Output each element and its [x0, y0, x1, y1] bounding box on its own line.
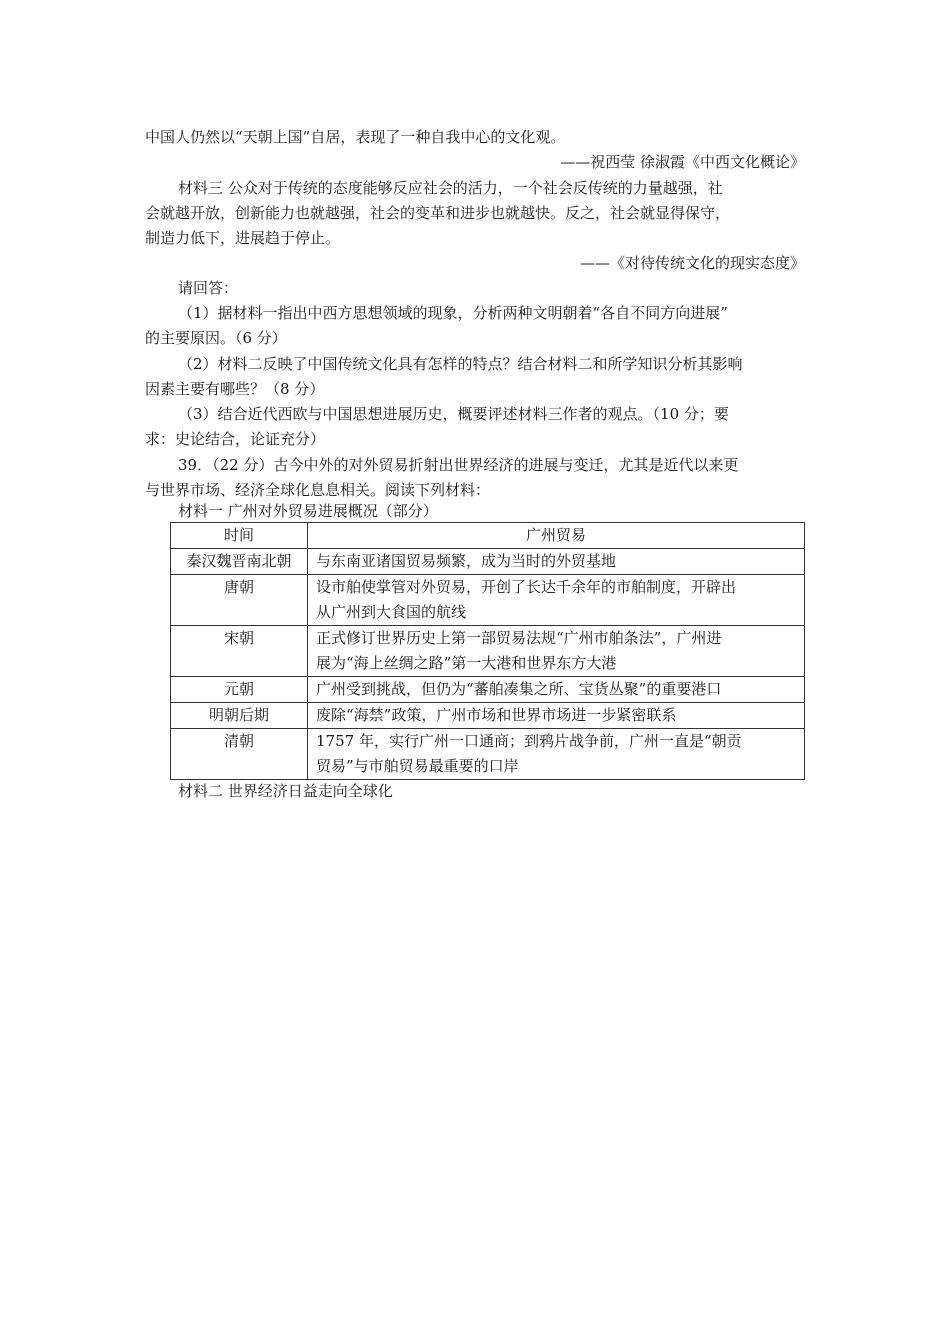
- cell-text: 正式修订世界历史上第一部贸易法规“广州市舶条法”，广州进: [316, 629, 722, 647]
- question-39: 39．（22 分）古今中外的对外贸易折射出世界经济的进展与变迁，尤其是近代以来更: [178, 456, 739, 474]
- table-row: [171, 575, 805, 626]
- header-time: 时间: [171, 523, 308, 549]
- cell-time: 清朝: [171, 729, 308, 780]
- material-two-title: 材料二 世界经济日益走向全球化: [178, 782, 393, 800]
- cell-text: 贸易”与市舶贸易最重要的口岸: [316, 757, 519, 775]
- text-line: 制造力低下，进展趋于停止。: [145, 229, 341, 247]
- question-2: （2）材料二反映了中国传统文化具有怎样的特点？结合材料二和所学知识分析其影响: [178, 355, 743, 373]
- cell-trade: [308, 729, 805, 780]
- prompt-line: 请回答：: [178, 279, 239, 297]
- question-1-cont: 的主要原因。（6 分）: [145, 329, 287, 347]
- cell-text: 1757 年，实行广州一口通商；到鸦片战争前，广州一直是“朝贡: [316, 732, 742, 750]
- cell-text: 与东南亚诸国贸易频繁，成为当时的外贸基地: [316, 552, 617, 570]
- cell-time: 秦汉魏晋南北朝: [171, 549, 308, 575]
- table-row: [171, 549, 805, 575]
- cell-time: 唐朝: [171, 575, 308, 626]
- trade-table: [170, 522, 805, 780]
- cell-text: 废除“海禁”政策，广州市场和世界市场进一步紧密联系: [316, 706, 677, 724]
- cell-trade: [308, 703, 805, 729]
- text-line: 中国人仍然以“天朝上国”自居，表现了一种自我中心的文化观。: [145, 128, 566, 146]
- table-header-row: [171, 523, 805, 549]
- cell-text: 从广州到大食国的航线: [316, 603, 467, 621]
- cell-time: 元朝: [171, 677, 308, 703]
- cell-trade: [308, 549, 805, 575]
- cell-trade: [308, 626, 805, 677]
- table-row: [171, 729, 805, 780]
- material-one-title: 材料一 广州对外贸易进展概况（部分）: [178, 502, 438, 520]
- cell-text: 展为“海上丝绸之路”第一大港和世界东方大港: [316, 654, 617, 672]
- table-row: [171, 626, 805, 677]
- cell-text: 广州受到挑战，但仍为“蕃舶凑集之所、宝货丛聚”的重要港口: [316, 680, 722, 698]
- question-1: （1）据材料一指出中西方思想领域的现象，分析两种文明朝着“各自不同方向进展”: [178, 304, 728, 322]
- cell-time: 明朝后期: [171, 703, 308, 729]
- header-guangzhou-trade: 广州贸易: [308, 523, 805, 549]
- citation: ——祝西莹 徐淑霞《中西文化概论》: [560, 153, 805, 171]
- citation: ——《对待传统文化的现实态度》: [579, 254, 805, 272]
- question-3: （3）结合近代西欧与中国思想进展历史，概要评述材料三作者的观点。（10 分；要: [178, 405, 729, 423]
- cell-text: 设市舶使掌管对外贸易，开创了长达千余年的市舶制度，开辟出: [316, 578, 737, 596]
- cell-time: 宋朝: [171, 626, 308, 677]
- material-three-line: 材料三 公众对于传统的态度能够反应社会的活力，一个社会反传统的力量越强，社: [178, 179, 723, 197]
- cell-trade: [308, 677, 805, 703]
- table-row: [171, 703, 805, 729]
- table-row: [171, 677, 805, 703]
- text-line: 会就越开放，创新能力也就越强，社会的变革和进步也就越快。反之，社会就显得保守，: [145, 204, 731, 222]
- cell-trade: [308, 575, 805, 626]
- question-2-cont: 因素主要有哪些？（8 分）: [145, 380, 325, 398]
- question-3-cont: 求：史论结合，论证充分）: [145, 430, 326, 448]
- question-39-cont: 与世界市场、经济全球化息息相关。阅读下列材料：: [145, 481, 491, 499]
